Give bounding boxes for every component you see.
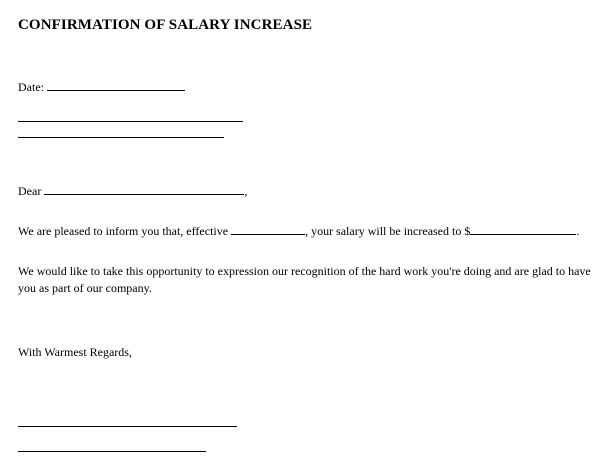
salutation-comma: , [244,184,248,198]
date-line [18,78,185,95]
date-label: Date: [18,80,44,94]
salutation-line [18,182,247,199]
recipient-address-line-1[interactable] [18,121,243,122]
effective-date-blank[interactable] [231,222,305,235]
body-paragraph-2: We would like to take this opportunity to expression our recognition of the hard work you're doing and are glad to have you as part of our company. [18,264,591,295]
body-line1-end: . [576,224,580,238]
salutation-label: Dear [18,184,42,198]
signer-name-line[interactable] [18,451,206,452]
body-paragraph-1 [18,222,579,239]
document-title: CONFIRMATION OF SALARY INCREASE [18,17,313,33]
body-line1-part-b: , your salary will be increased to $ [305,224,471,238]
recipient-name-blank[interactable] [44,182,244,195]
signature-line[interactable] [18,426,237,427]
closing-line: With Warmest Regards, [18,345,132,359]
recipient-address-line-2[interactable] [18,137,224,138]
body-line1-part-a: We are pleased to inform you that, effective [18,224,229,238]
date-blank[interactable] [47,78,185,91]
salary-amount-blank[interactable] [470,222,576,235]
